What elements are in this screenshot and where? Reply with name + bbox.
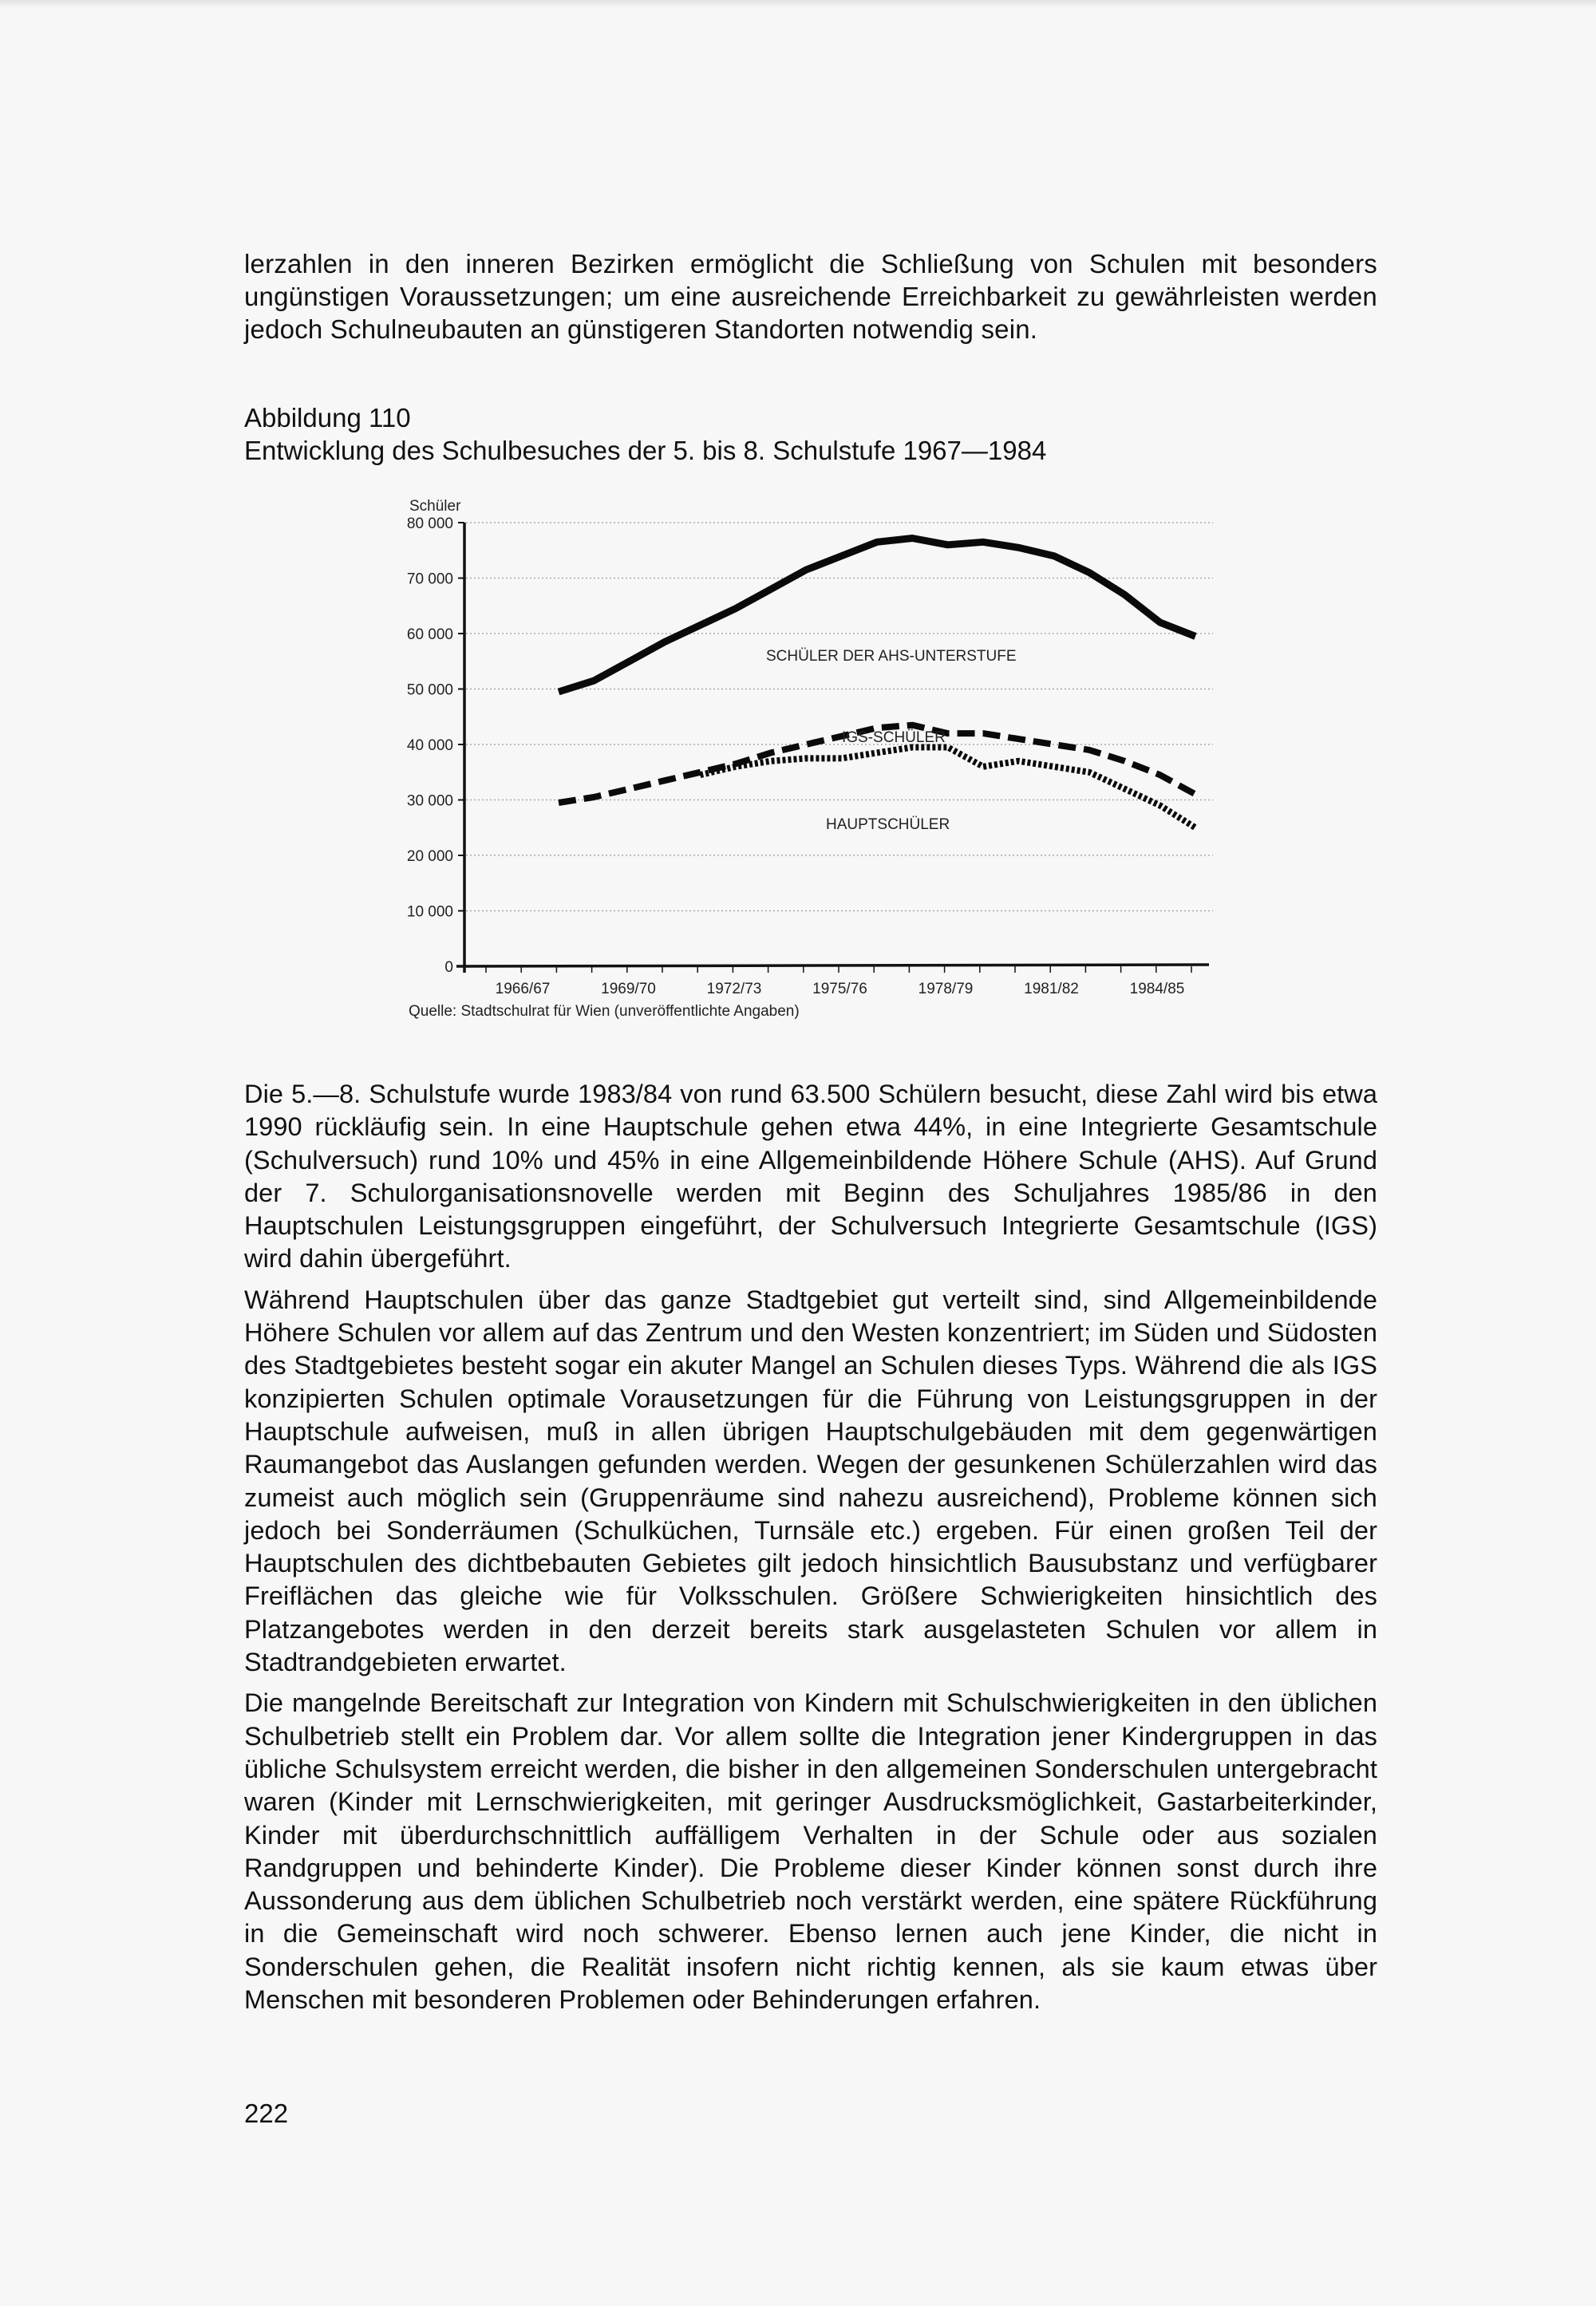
figure-source: Quelle: Stadtschulrat für Wien (unveröffentlichte Angaben) <box>409 1003 800 1020</box>
y-tick-label: 60 000 <box>406 626 453 643</box>
y-tick-label: 10 000 <box>406 903 453 921</box>
chart-canvas <box>383 487 1261 1029</box>
page-number: 222 <box>244 2099 289 2128</box>
x-tick-label: 1966/67 <box>495 981 551 997</box>
igs-series-label: IGS-SCHÜLER <box>842 729 946 746</box>
scan-edge <box>0 0 1596 8</box>
line-chart <box>383 487 1261 1029</box>
ahs-series-label: SCHÜLER DER AHS-UNTERSTUFE <box>766 648 1017 665</box>
paragraph-1: Die 5.—8. Schulstufe wurde 1983/84 von rund 63.500 Schülern besucht, diese Zahl wird bis etwa 1990 rückläufig sein. In eine Hauptschule gehen etwa 44%, in eine Integrierte Gesamtschule (Schulversuch) rund 10% und 45% in eine Allgemeinbildende Höhere Schule (AHS). Auf Grund der 7. Schulorganisationsnovelle werden mit Beginn des Schuljahres 1985/86 in den Hauptschulen Leistungsgruppen eingeführt, der Schulversuch Integrierte Gesamtschule (IGS) wird dahin übergeführt. <box>244 1080 1377 1273</box>
x-tick-label: 1984/85 <box>1129 981 1185 997</box>
y-tick-label: 70 000 <box>406 571 453 588</box>
x-axis <box>456 965 1209 966</box>
paragraph-2: Während Hauptschulen über das ganze Stadtgebiet gut verteilt sind, sind Allgemeinbildende Höhere Schulen vor allem auf das Zentrum und den Westen konzentriert; im Süden und Südosten des Stadtgebietes besteht sogar ein akuter Mangel an Schulen dieses Typs. Während die als IGS konzipierten Schulen optimale Vorausetzungen für die Führung von Leistungsgruppen in der Hauptschule aufweisen, muß in allen übrigen Hauptschulgebäuden mit dem gegenwärtigen Raumangebot das Auslangen gefunden werden. Wegen der gesunkenen Schülerzahlen wird das zumeist auch möglich sein (Gruppenräume sind nahezu ausreichend), Probleme können sich jedoch bei Sonderräumen (Schulküchen, Turnsäle etc.) ergeben. Für einen großen Teil der Hauptschulen des dichtbebauten Gebietes gilt jedoch hinsichtlich Bausubstanz und verfügbarer Freiflächen das gleiche wie für Volksschulen. Größere Schwierigkeiten hinsichtlich des Platzangebotes werden in den derzeit bereits stark ausgelasteten Schulen vor allem in Stadtrandgebieten erwartet. <box>244 1285 1377 1677</box>
y-tick-label: 20 000 <box>406 848 453 865</box>
y-axis-label: Schüler <box>409 498 461 515</box>
x-tick-label: 1975/76 <box>812 981 867 997</box>
y-tick-label: 80 000 <box>406 515 453 532</box>
figure-caption <box>244 401 1046 467</box>
hauptschueler-series-label: HAUPTSCHÜLER <box>826 816 950 833</box>
y-tick-label: 50 000 <box>406 681 453 699</box>
x-tick-label: 1969/70 <box>601 981 656 997</box>
body-text <box>244 1078 1377 2024</box>
figure-label: Abbildung 110 <box>244 403 411 432</box>
figure-title: Entwicklung des Schulbesuches der 5. bis 8. Schulstufe 1967—1984 <box>244 436 1047 465</box>
intro-paragraph: lerzahlen in den inneren Bezirken ermöglicht die Schließung von Schulen mit besonders ungünstigen Voraussetzungen; um eine ausreichende Erreichbarkeit zu gewährleisten werden jedoch Schulneubauten an günstigeren Standorten notwendig sein. <box>244 249 1377 344</box>
ahs-series-line <box>559 539 1195 693</box>
y-tick-label: 0 <box>444 959 453 976</box>
x-tick-label: 1972/73 <box>706 981 762 997</box>
paragraph-3: Die mangelnde Bereitschaft zur Integration von Kindern mit Schulschwierigkeiten in den üblichen Schulbetrieb stellt ein Problem dar. Vor allem sollte die Integration jener Kindergruppen in das übliche Schulsystem erreicht werden, die bisher in den allgemeinen Sonderschulen untergebracht waren (Kinder mit Lernschwierigkeiten, mit geringer Ausdrucksmöglichkeit, Gastarbeiterkinder, Kinder mit überdurchschnittlich auffälligem Verhalten in der Schule oder aus sozialen Randgruppen und behinderte Kinder). Die Probleme dieser Kinder können sonst durch ihre Aussonderung aus dem üblichen Schulbetrieb noch verstärkt werden, eine spätere Rückführung in die Gemeinschaft wird noch schwerer. Ebenso lernen auch jene Kinder, die nicht in Sonderschulen gehen, die Realität insofern nicht richtig kennen, als sie kaum etwas über Menschen mit besonderen Problemen oder Behinderungen erfahren. <box>244 1688 1377 2015</box>
x-tick-label: 1981/82 <box>1024 981 1079 997</box>
y-tick-label: 40 000 <box>406 737 453 754</box>
y-tick-label: 30 000 <box>406 792 453 810</box>
x-tick-label: 1978/79 <box>918 981 974 997</box>
